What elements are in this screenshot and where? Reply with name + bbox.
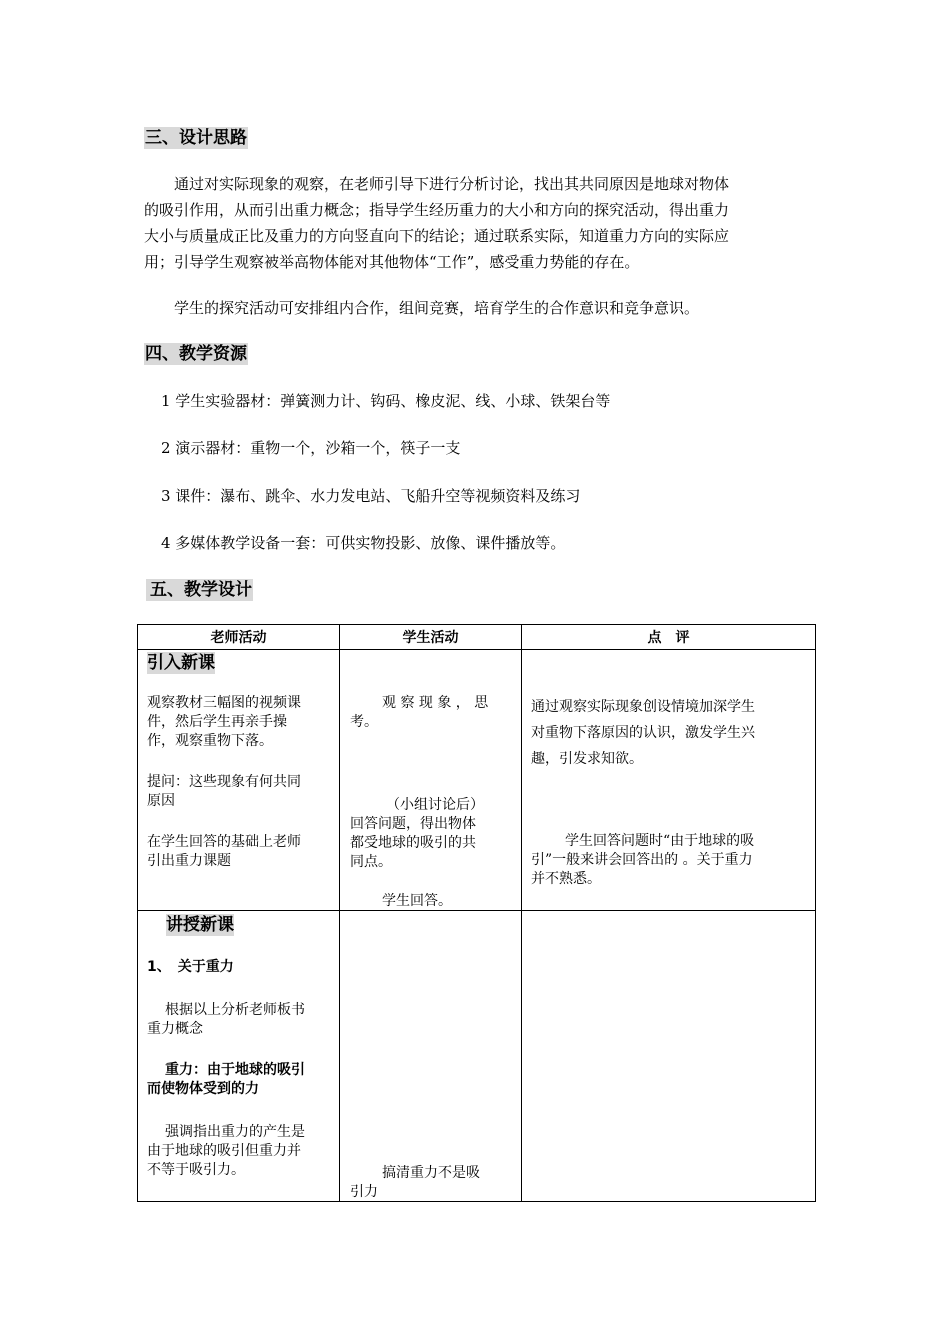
paragraph-line: 用；引导学生观察被举高物体能对其他物体“工作”，感受重力势能的存在。 [144,253,640,271]
text-line: 回答问题，得出物体 [350,816,476,832]
teacher-cell [138,650,340,911]
text-line: 考。 [350,714,378,730]
text-line: （小组讨论后） [386,797,484,813]
column-header-student: 学生活动 [340,625,522,650]
comment-cell [522,911,816,1202]
student-cell [340,650,522,911]
text-line: 强调指出重力的产生是 [165,1124,305,1140]
design-idea-paragraph [144,171,814,275]
text-line: 根据以上分析老师板书 [165,1002,305,1018]
text-line: 学生回答问题时“由于地球的吸 [565,833,755,849]
teacher-activity-text [147,694,301,751]
text-line: 而使物体受到的力 [147,1081,259,1097]
subsection-title: 1、 关于重力 [147,959,234,975]
table-header-row [138,625,816,650]
resource-item: 3 课件：瀑布、跳伞、水力发电站、飞船升空等视频资料及练习 [161,487,581,505]
paragraph-line: 的吸引作用，从而引出重力概念；指导学生经历重力的大小和方向的探究活动，得出重力 [144,201,730,219]
text-line: 由于地球的吸引但重力并 [147,1143,301,1159]
resource-item: 4 多媒体教学设备一套：可供实物投影、放像、课件播放等。 [161,534,566,552]
teacher-activity-text [147,1001,305,1039]
text-line: 引”一般来讲会回答出的 。关于重力 [531,852,753,868]
text-line: 重力概念 [147,1021,203,1037]
table-row [138,650,816,911]
comment-text [531,832,754,889]
student-activity-text: 学生回答。 [382,893,452,909]
column-header-comment: 点 评 [522,625,816,650]
text-line: 都受地球的吸引的共 [350,835,476,851]
text-line: 提问：这些现象有何共同 [147,774,301,790]
teacher-activity-text [147,773,301,811]
resource-item: 2 演示器材：重物一个，沙箱一个，筷子一支 [161,439,461,457]
teacher-activity-text [147,1123,305,1180]
comment-cell [522,650,816,911]
column-header-teacher: 老师活动 [138,625,340,650]
design-idea-paragraph-2: 学生的探究活动可安排组内合作，组间竞赛，培育学生的合作意识和竞争意识。 [174,299,700,317]
gravity-definition [147,1061,305,1099]
text-line: 通过观察实际现象创设情境加深学生 [531,699,755,715]
student-activity-text [350,694,514,732]
teaching-design-table [137,624,816,1202]
resource-item: 1 学生实验器材：弹簧测力计、钩码、橡皮泥、线、小球、铁架台等 [161,392,611,410]
section-heading-teaching-design: 五、教学设计 [146,579,253,601]
text-line: 同点。 [350,854,392,870]
teacher-activity-text [147,833,301,871]
text-line: 观察教材三幅图的视频课 [147,695,301,711]
student-activity-text [350,796,518,872]
comment-text [531,694,755,772]
section-heading-resources: 四、教学资源 [145,344,247,364]
text-line: 在学生回答的基础上老师 [147,834,301,850]
text-line: 引出重力课题 [147,853,231,869]
text-line: 观 察 现 象 ， 思 [382,695,489,711]
paragraph-line: 大小与质量成正比及重力的方向竖直向下的结论；通过联系实际，知道重力方向的实际应 [144,227,730,245]
text-line: 原因 [147,793,175,809]
text-line: 趣，引发求知欲。 [531,751,643,767]
text-line: 件，然后学生再亲手操 [147,714,287,730]
text-line: 搞清重力不是吸 [382,1165,480,1181]
student-cell [340,911,522,1202]
text-line: 重力：由于地球的吸引 [165,1062,305,1078]
text-line: 不等于吸引力。 [147,1162,245,1178]
row-title-intro: 引入新课 [147,653,215,673]
text-line: 并不熟悉。 [531,871,601,887]
text-line: 引力 [350,1184,378,1200]
paragraph-line: 通过对实际现象的观察，在老师引导下进行分析讨论，找出其共同原因是地球对物体 [174,175,730,193]
section-heading-design-idea: 三、设计思路 [145,128,247,148]
row-title-new-lesson: 讲授新课 [166,915,234,935]
text-line: 作，观察重物下落。 [147,733,273,749]
student-activity-text [350,1164,516,1202]
teacher-cell [138,911,340,1202]
table-row [138,911,816,1202]
text-line: 对重物下落原因的认识，激发学生兴 [531,725,755,741]
